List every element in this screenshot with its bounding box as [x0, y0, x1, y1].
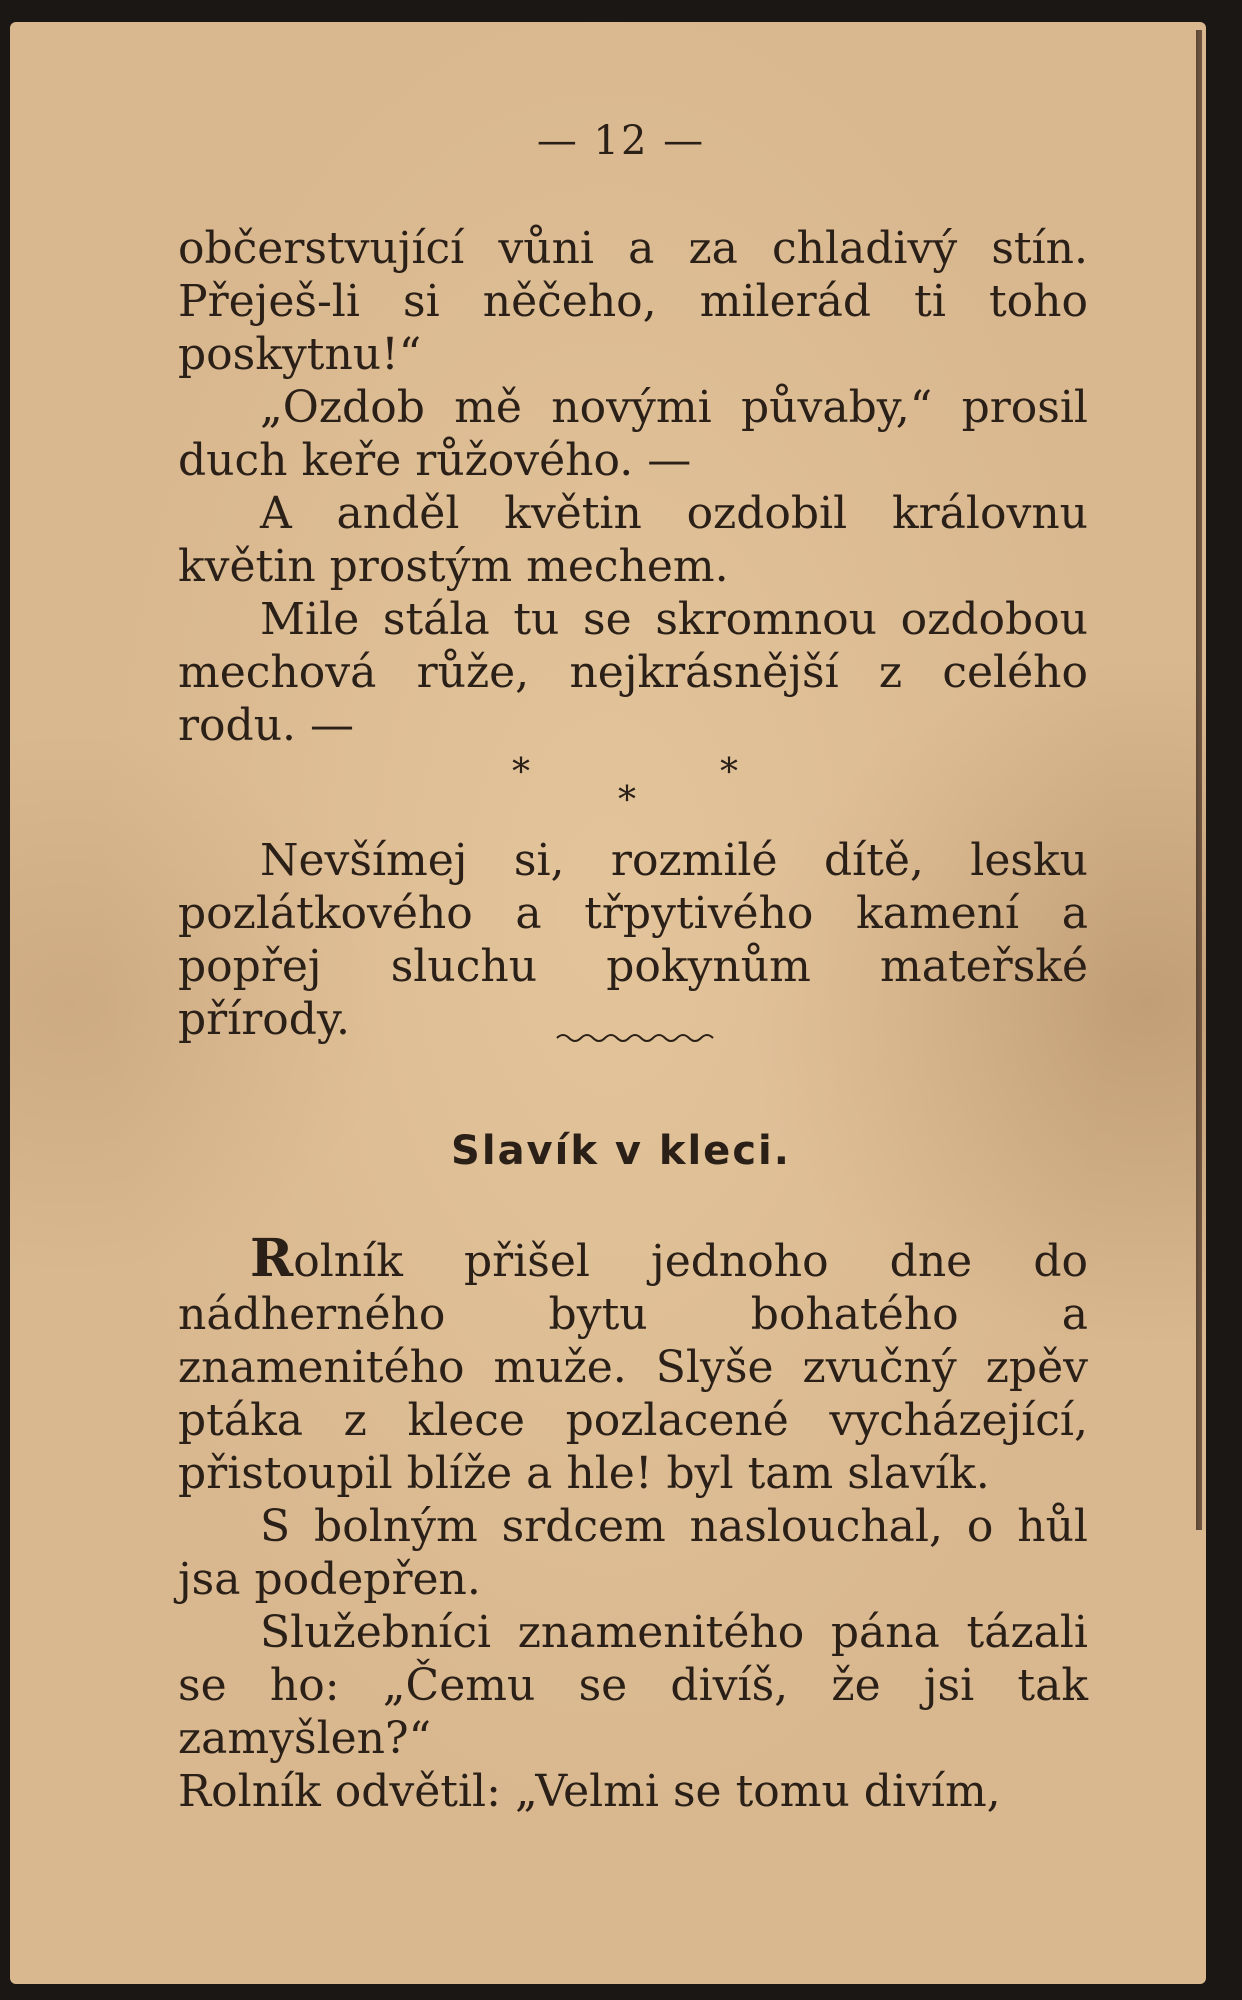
story-paragraph-3: Služebníci znamenitého pána tázali se ho: „Čemu se divíš, že jsi tak zamyšlen?“ — [178, 1607, 1088, 1764]
moral-block — [178, 834, 1088, 1046]
fable-paragraph-3: A anděl květin ozdobil královnu květin prostým mechem. — [178, 488, 1088, 592]
section-title: Slavík v kleci. — [451, 1128, 791, 1174]
fable-paragraph-1: občerstvující vůni a za chladivý stín. Přeješ-li si něčeho, milerád ti toho poskytnu!“ — [178, 223, 1088, 380]
drop-cap: R — [250, 1228, 294, 1289]
asterisk-middle: * — [618, 780, 636, 821]
asterism-divider — [0, 752, 1242, 821]
fable-paragraph-2: „Ozdob mě novými půvaby,“ prosil duch keře růžového. — — [178, 382, 1088, 486]
story-paragraph-1 — [178, 1228, 1088, 1500]
story-paragraph-1-text: olník přišel jednoho dne do nádherného bytu bohatého a znamenitého muže. Slyše zvučný zpěv ptáka z klece pozlacené vycházející, přistoupil blíže a hle! byl tam slavík. — [178, 1236, 1088, 1499]
wavy-ornament — [555, 1030, 715, 1046]
asterisk-right: * — [720, 752, 738, 793]
page-number: — 12 — — [536, 118, 706, 164]
story-paragraph-4: Rolník odvětil: „Velmi se tomu divím, — [178, 1766, 1001, 1817]
asterisk-left: * — [512, 752, 530, 793]
fable-ending — [178, 222, 1088, 752]
fable-paragraph-4: Mile stála tu se skromnou ozdobou mechová růže, nejkrásnější z celého rodu. — — [178, 594, 1088, 751]
moral-paragraph: Nevšímej si, rozmilé dítě, lesku pozlátkového a třpytivého kamení a popřej sluchu pokynům mateřské přírody. — [178, 835, 1088, 1045]
story-paragraph-2: S bolným srdcem naslouchal, o hůl jsa podepřen. — [178, 1501, 1088, 1605]
story-block — [178, 1228, 1088, 1818]
